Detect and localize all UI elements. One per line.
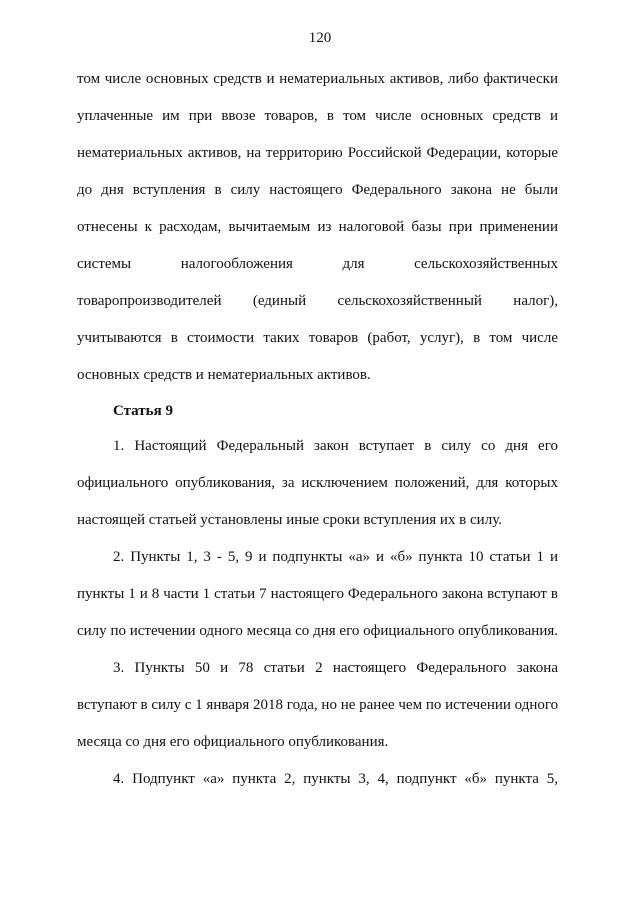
article-heading: Статья 9 [113,403,173,419]
text-line: товаропроизводителей (единый сельскохозяйственный налог), [77,293,558,309]
text-line: официального опубликования, за исключением положений, для которых [77,475,558,491]
text-line: отнесены к расходам, вычитаемым из налоговой базы при применении [77,219,558,235]
text-line: учитываются в стоимости таких товаров (работ, услуг), в том числе [77,330,558,346]
text-line: пункты 1 и 8 части 1 статьи 7 настоящего Федерального закона вступают в [77,586,558,602]
text-line: основных средств и нематериальных активов. [77,367,371,383]
text-line: 3. Пункты 50 и 78 статьи 2 настоящего Федерального закона [113,660,558,676]
text-line: вступают в силу с 1 января 2018 года, но не ранее чем по истечении одного [77,697,559,713]
text-line: 1. Настоящий Федеральный закон вступает в силу со дня его [113,438,558,454]
text-line: 4. Подпункт «а» пункта 2, пункты 3, 4, подпункт «б» пункта 5, [113,771,558,787]
text-line: до дня вступления в силу настоящего Федерального закона не были [77,182,558,198]
text-line: нематериальных активов, на территорию Российской Федерации, которые [77,145,558,161]
text-line: месяца со дня его официального опубликования. [77,734,389,750]
page-number: 120 [308,30,332,46]
text-line: системы налогообложения для сельскохозяйственных [77,256,558,272]
text-line: настоящей статьей установлены иные сроки вступления их в силу. [77,512,502,528]
text-line: уплаченные им при ввозе товаров, в том числе основных средств и [77,108,558,124]
text-line: том числе основных средств и нематериальных активов, либо фактически [77,71,558,87]
text-line: силу по истечении одного месяца со дня его официального опубликования. [77,623,558,639]
text-line: 2. Пункты 1, 3 - 5, 9 и подпункты «а» и «б» пункта 10 статьи 1 и [113,549,558,565]
